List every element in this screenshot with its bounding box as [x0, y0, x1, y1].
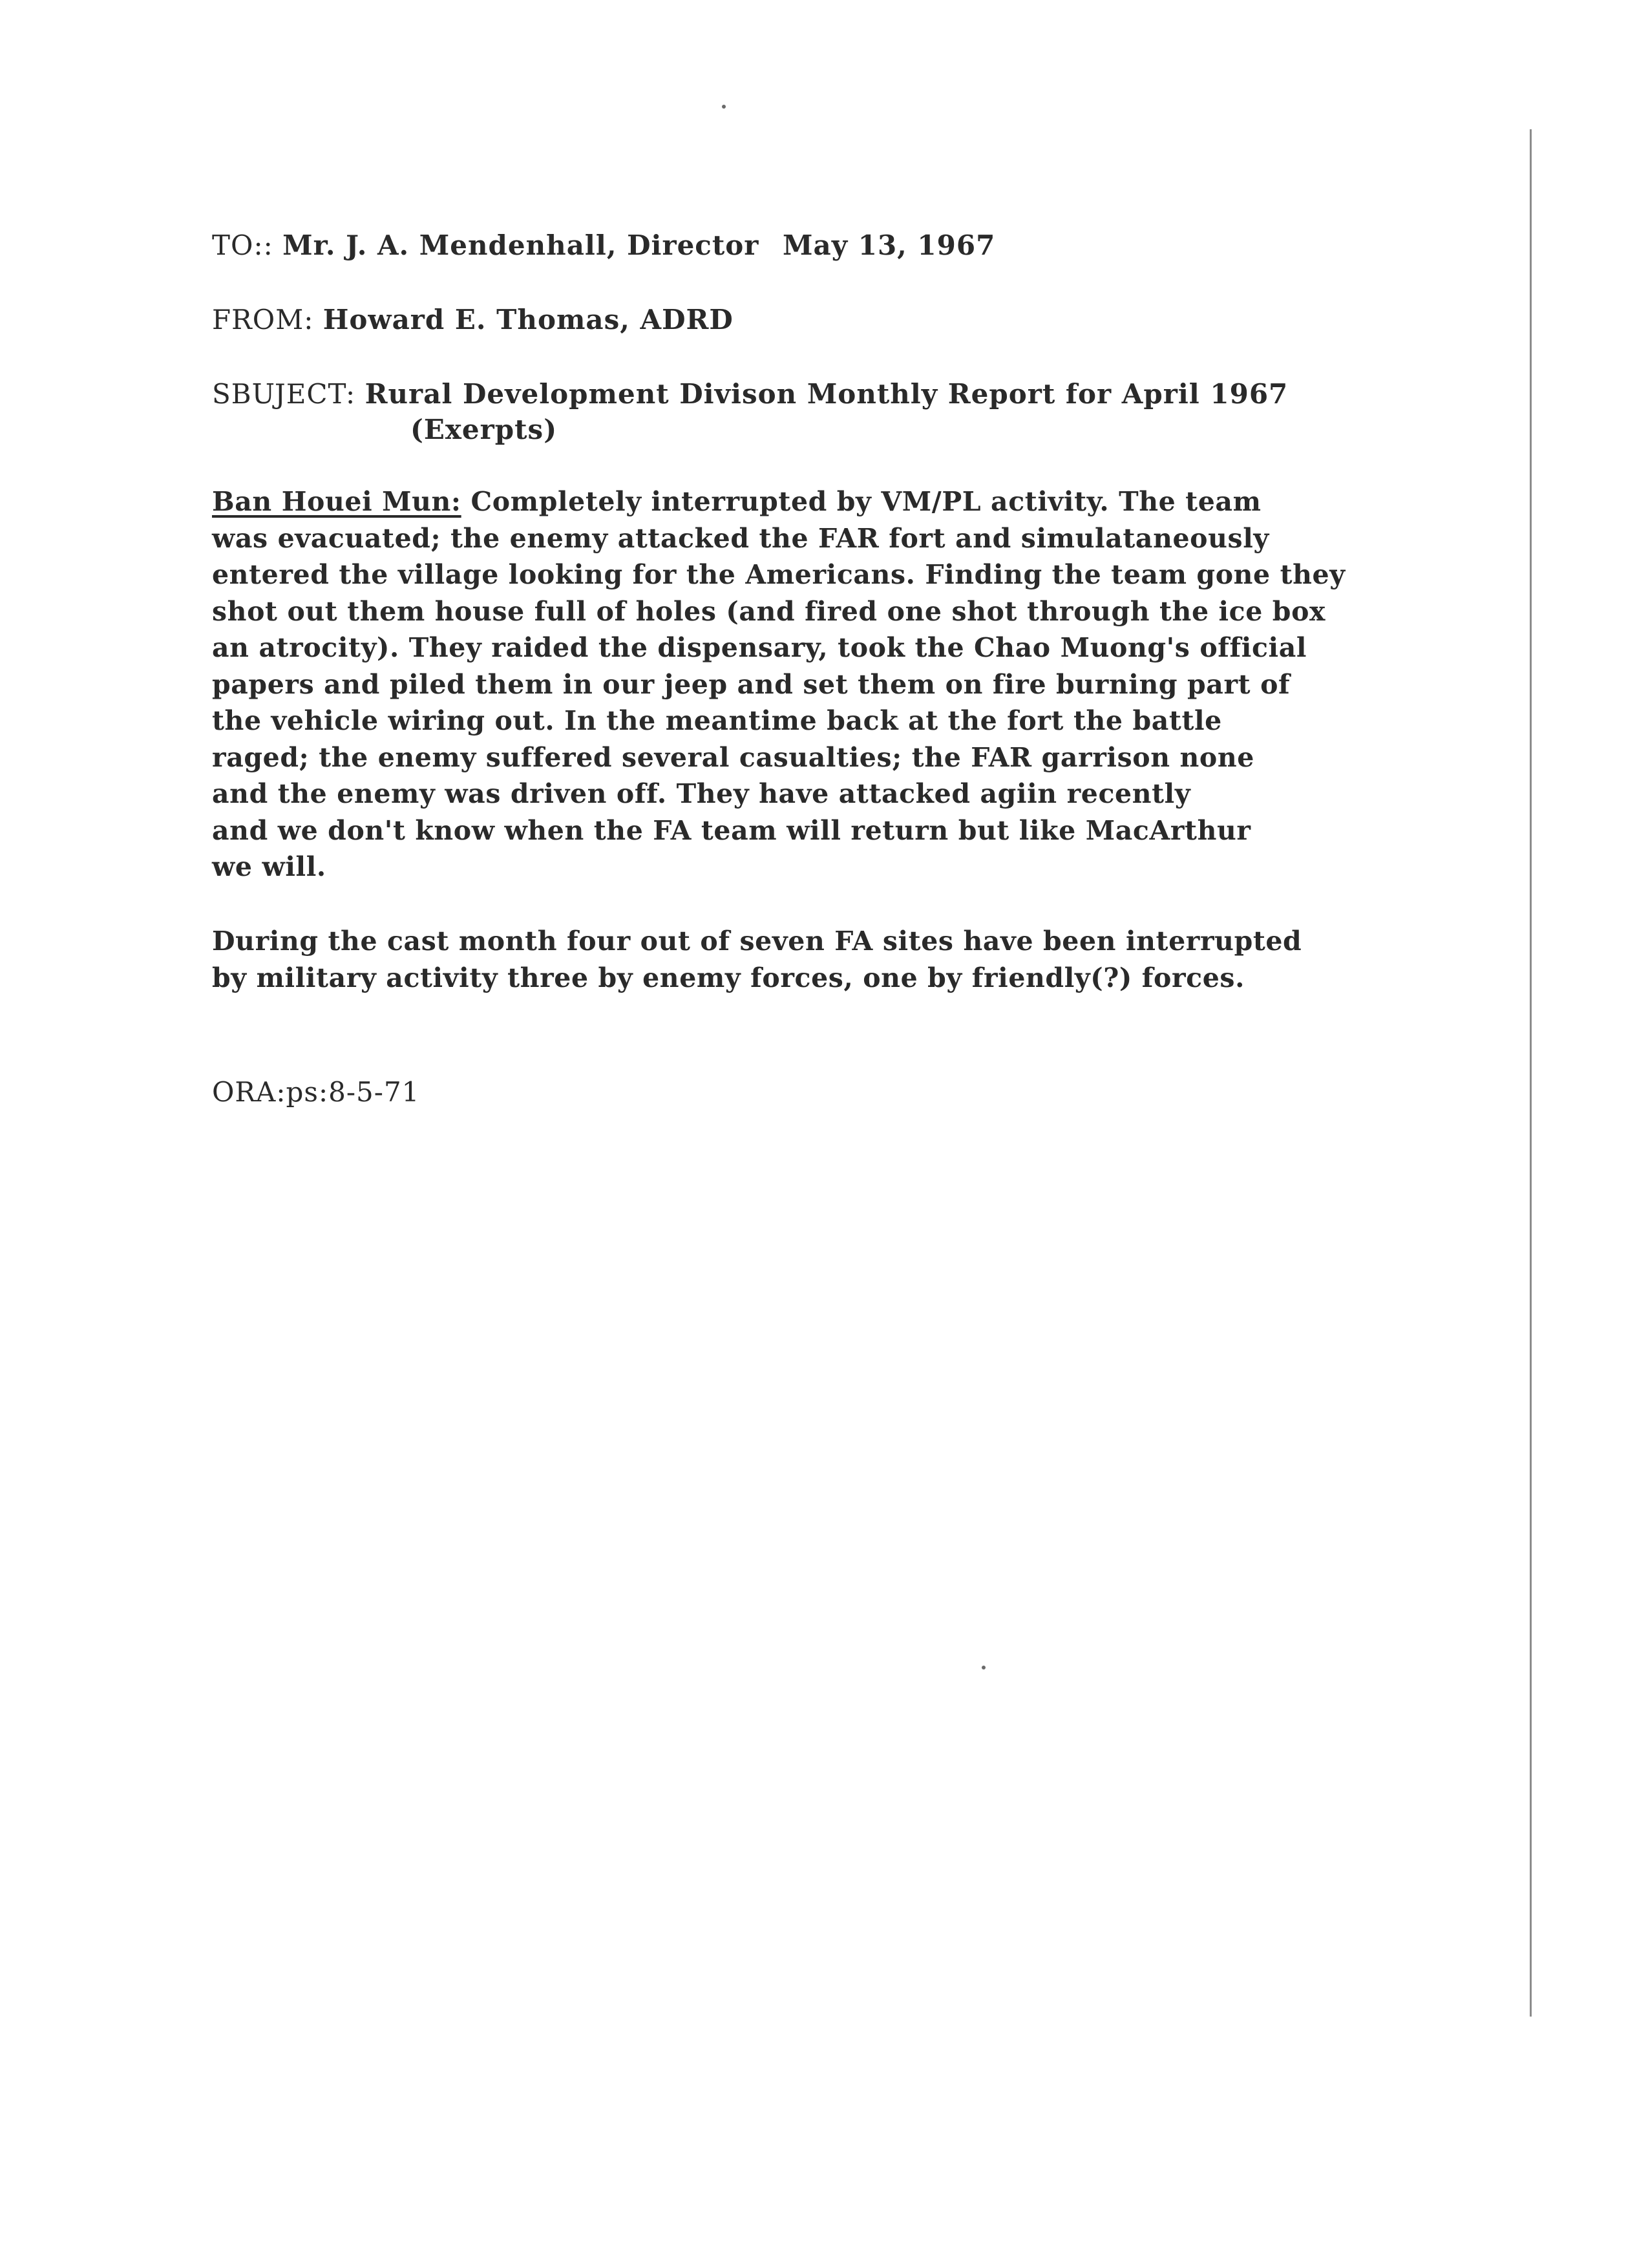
to-value: Mr. J. A. Mendenhall, Director	[282, 229, 759, 261]
to-line	[212, 229, 759, 261]
scan-speck	[982, 1666, 986, 1669]
memo-date: May 13, 1967	[783, 229, 996, 261]
paragraph-body: Completely interrupted by VM/PL activity. The team was evacuated; the enemy attacked the FAR fort and simulataneously entered the village looking for the Americans. Finding the team gone they shot out them house full of holes (and fired one shot through the ice box an atrocity). They raided the dispensary, took the Chao Muong's official papers and piled them in our jeep and set them on fire burning part of the vehicle wiring out. In the meantime back at the fort the battle raged; the enemy suffered several casualties; the FAR garrison none and the enemy was driven off. They have attacked agiin recently and we don't know when the FA team will return but like MacArthur we will.	[212, 486, 1346, 882]
subject-value: Rural Development Divison Monthly Report for April 1967	[364, 378, 1289, 410]
page-edge-line	[1530, 129, 1532, 2017]
paragraph-summary: During the cast month four out of seven FA sites have been interrupted by military activity three by enemy forces, one by friendly(?) forces.	[212, 926, 1302, 993]
scan-speck	[722, 105, 726, 109]
paragraph-ban-houei-mun	[212, 483, 1440, 885]
subject-line	[212, 378, 1288, 410]
to-label: TO::	[212, 229, 273, 261]
from-label: FROM:	[212, 304, 314, 335]
from-line	[212, 304, 734, 335]
from-value: Howard E. Thomas, ADRD	[322, 304, 734, 335]
subject-label: SBUJECT:	[212, 378, 356, 410]
reference-code: ORA:ps:8-5-71	[212, 1076, 420, 1108]
subject-continuation: (Exerpts)	[410, 414, 558, 445]
paragraph-heading: Ban Houei Mun:	[212, 486, 461, 517]
